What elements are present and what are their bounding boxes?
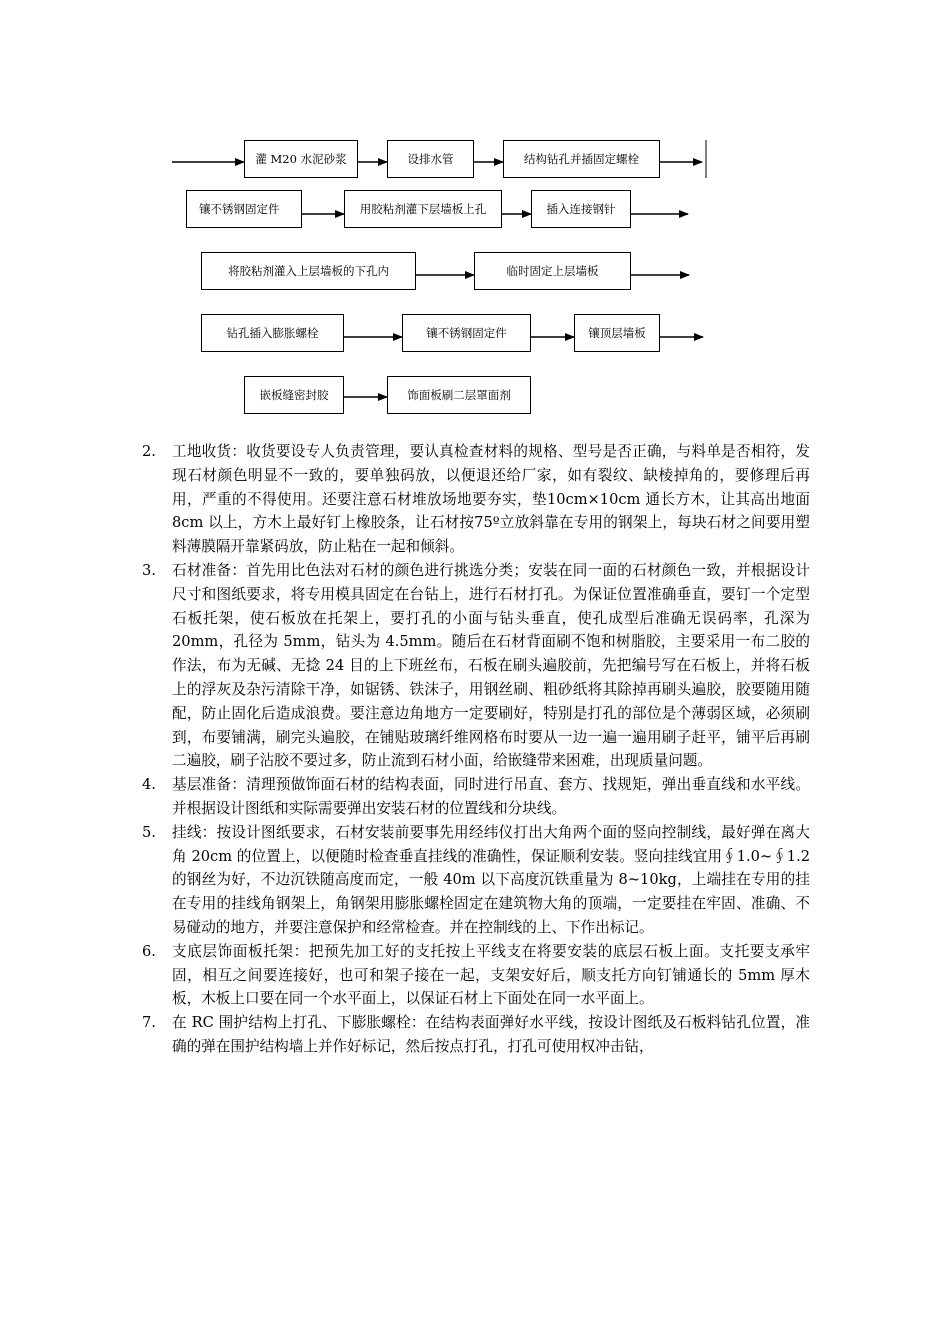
list-item bbox=[142, 940, 810, 1011]
flow-box: 镶不锈钢固定件 bbox=[402, 314, 531, 352]
flow-box: 用胶粘剂灌下层墙板上孔 bbox=[344, 190, 502, 228]
flow-box: 镶顶层墙板 bbox=[574, 314, 660, 352]
flow-box: 插入连接钢针 bbox=[531, 190, 631, 228]
item-number: 7. bbox=[142, 1014, 156, 1032]
flow-box: 饰面板刷二层罩面剂 bbox=[387, 376, 531, 414]
flow-box: 设排水管 bbox=[387, 140, 474, 178]
flow-box: 嵌板缝密封胶 bbox=[244, 376, 344, 414]
list-item bbox=[142, 773, 810, 821]
item-text: 支底层饰面板托架：把预先加工好的支托按上平线支在将要安装的底层石板上面。支托要支承牢固，相互之间要连接好，也可和架子接在一起，支架安好后，顺支托方向钉铺通长的 5mm 厚木板，木板上口要在同一个水平面上，以保证石材上下面处在同一水平面上。 bbox=[172, 942, 810, 1008]
flow-box: 灌 M20 水泥砂浆 bbox=[244, 140, 358, 178]
item-number: 2. bbox=[142, 443, 156, 460]
flow-box: 临时固定上层墙板 bbox=[474, 252, 631, 290]
item-text: 在 RC 围护结构上打孔、下膨胀螺栓：在结构表面弹好水平线，按设计图纸及石板料钻孔位置，准确的弹在围护结构墙上并作好标记，然后按点打孔，打孔可使用权冲击钻， bbox=[172, 1014, 810, 1055]
list-item bbox=[142, 821, 810, 940]
flow-box: 将胶粘剂灌入上层墙板的下孔内 bbox=[201, 252, 416, 290]
item-number: 5. bbox=[142, 823, 156, 841]
item-number: 6. bbox=[142, 942, 156, 960]
flow-box: 镶不锈钢固定件 bbox=[186, 190, 302, 228]
item-text: 工地收货：收货要设专人负责管理，要认真检查材料的规格、型号是否正确，与料单是否相符，发现石材颜色明显不一致的，要单独码放，以便退还给厂家，如有裂纹、缺棱掉角的，要修理后再用，严重的不得使用。还要注意石材堆放场地要夯实，垫10cm×10cm 通长方木，让其高出地面 8cm 以上，方木上最好钉上橡胶条，让石材按75º立放斜靠在专用的钢架上，每块石材之间要用塑料薄膜隔开靠紧码放，防止粘在一起和倾斜。 bbox=[172, 443, 810, 556]
list-item bbox=[142, 559, 810, 773]
procedure-list bbox=[142, 440, 810, 1059]
item-text: 挂线：按设计图纸要求，石材安装前要事先用经纬仪打出大角两个面的竖向控制线，最好弹在离大角 20cm 的位置上，以便随时检查垂直挂线的准确性，保证顺利安装。竖向挂线宜用∮1.0~∮1.2 的钢丝为好，不边沉铁随高度而定，一般 40m 以下高度沉铁重量为 8~10kg，上端挂在专用的挂在专用的挂线角钢架上，角钢架用膨胀螺栓固定在建筑物大角的顶端，一定要挂在牢固、准确、不易碰动的地方，并要注意保护和经常检查。并在控制线的上、下作出标记。 bbox=[172, 823, 810, 936]
flow-box: 结构钻孔并插固定螺栓 bbox=[503, 140, 660, 178]
list-item bbox=[142, 1011, 810, 1059]
item-number: 4. bbox=[142, 776, 156, 794]
item-number: 3. bbox=[142, 561, 156, 579]
list-item bbox=[142, 440, 810, 559]
construction-flowchart bbox=[0, 0, 950, 430]
item-text: 石材准备：首先用比色法对石材的颜色进行挑选分类；安装在同一面的石材颜色一致，并根据设计尺寸和图纸要求，将专用模具固定在台钻上，进行石材打孔。为保证位置准确垂直，要钉一个定型石板托架，使石板放在托架上，要打孔的小面与钻头垂直，使孔成型后准确无误码率，孔深为 20mm，孔径为 5mm，钻头为 4.5mm。随后在石材背面刷不饱和树脂胶，主要采用一布二胶的作法，布为无碱、无捻 24 目的上下班丝布，石板在刷头遍胶前，先把编号写在石板上，并将石板上的浮灰及杂污清除干净，如锯锈、铁沫子，用钢丝刷、粗砂纸将其除掉再刷头遍胶，胶要随用随配，防止固化后造成浪费。要注意边角地方一定要刷好，特别是打孔的部位是个薄弱区域，必须刷到，布要铺满，刷完头遍胶，在铺贴玻璃纤维网格布时要从一边一遍一遍用刷子赶平，铺平后再刷二遍胶，刷子沾胶不要过多，防止流到石材小面，给嵌缝带来困难，出现质量问题。 bbox=[172, 561, 810, 770]
item-text: 基层准备：清理预做饰面石材的结构表面，同时进行吊直、套方、找规矩，弹出垂直线和水平线。并根据设计图纸和实际需要弹出安装石材的位置线和分块线。 bbox=[172, 776, 810, 817]
flow-box: 钻孔插入膨胀螺栓 bbox=[201, 314, 344, 352]
